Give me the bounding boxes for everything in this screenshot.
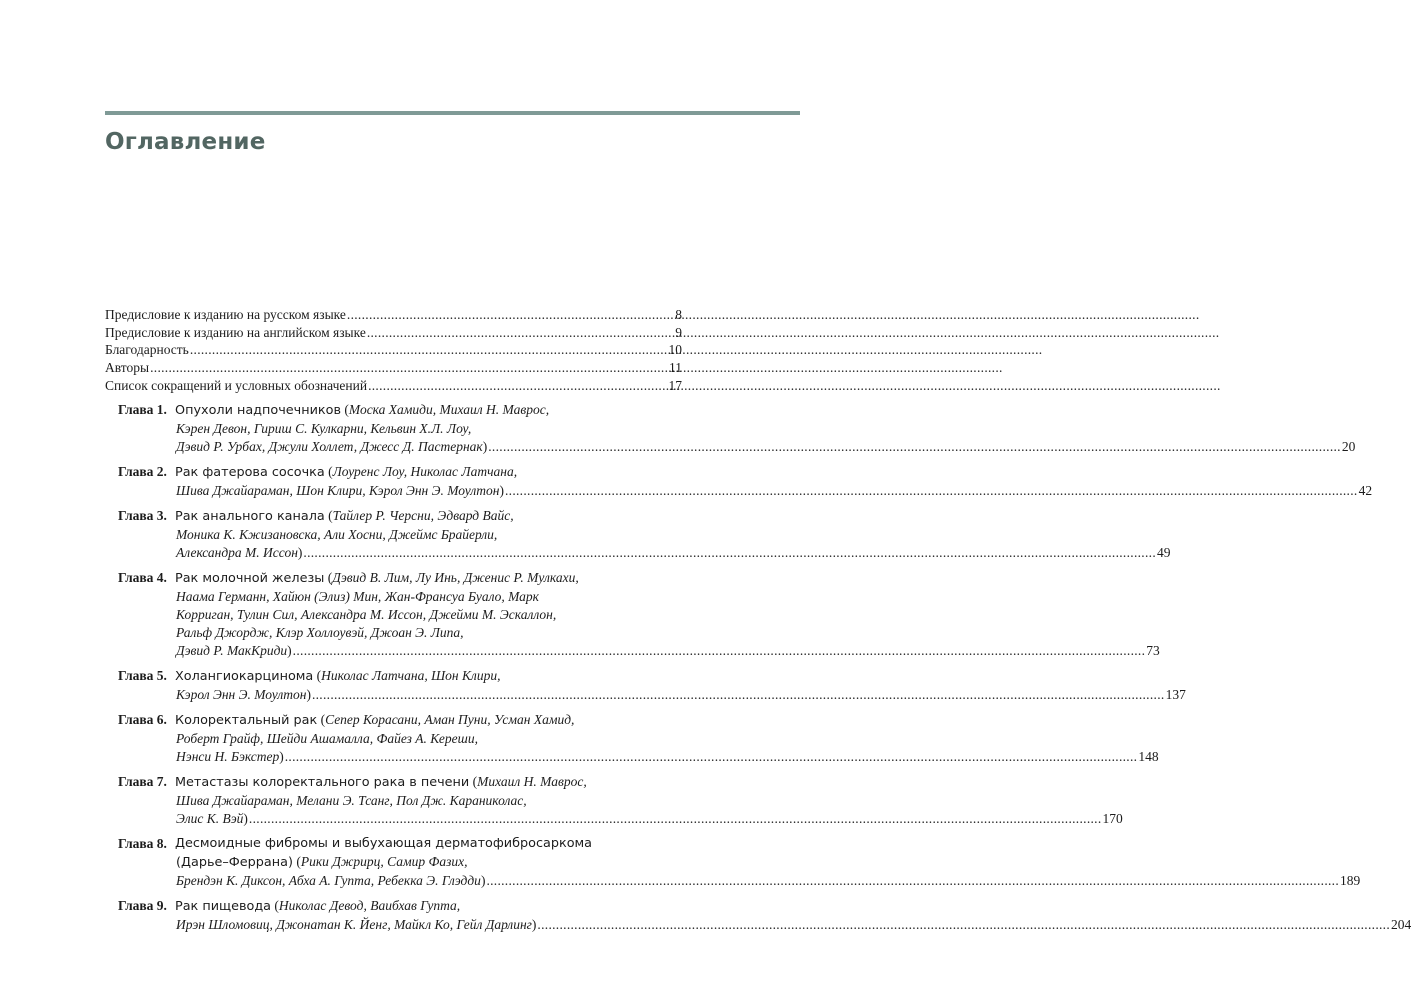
chapter-authors-line: Дэвид В. Лим, Лу Инь, Дженис Р. Мулкахи, <box>332 570 579 586</box>
entry-page-number: 10 <box>668 342 682 358</box>
table-of-contents <box>105 306 1411 934</box>
chapter-authors-line: Ральф Джордж, Клэр Холлоувэй, Джоан Э. Липа, <box>176 625 464 641</box>
chapter-page-number: 204 <box>1391 917 1411 933</box>
chapter-label: Глава 7. <box>118 774 167 790</box>
entry-title: Предисловие к изданию на русском языке <box>105 307 346 322</box>
entry-page-number: 8 <box>675 307 682 322</box>
chapter-authors-line: Элис К. Вэй <box>176 811 244 827</box>
page-title: Оглавление <box>105 129 266 155</box>
dot-leader <box>285 748 1138 766</box>
toc-chapter-4[interactable]: Глава 4. Рак молочной железы (Дэвид В. Лим, Лу Инь, Дженис Р. Мулкахи, Наама Германн, Хайюн (Элиз) Мин, Жан-Франсуа Буало, Марк Корриган, Тулин Сил, Александра М. Иссон, Джейми М. Эскаллон, Ральф Джордж, Клэр Холлоувэй, Джоан Э. Липа, Дэвид Р. МакКриди) ..... 73 <box>105 569 682 660</box>
toc-entry-acknowledgements[interactable] <box>105 341 682 359</box>
chapter-page-number: 49 <box>1157 545 1171 561</box>
chapter-authors-line: Шива Джайараман, Шон Клири, Кэрол Энн Э. Моултон <box>176 483 500 499</box>
entry-page-number: 17 <box>668 377 682 393</box>
dot-leader <box>347 306 674 324</box>
dot-leader <box>488 438 1341 456</box>
chapter-label: Глава 3. <box>118 508 167 524</box>
front-matter-list <box>105 306 682 394</box>
chapter-page-number: 189 <box>1340 873 1361 889</box>
chapter-title: Рак пищевода <box>175 899 272 915</box>
chapter-authors-line: Корриган, Тулин Сил, Александра М. Иссон, Джейми М. Эскаллон, <box>176 607 557 623</box>
dot-leader <box>505 482 1358 500</box>
chapter-authors-line: Николас Девод, Ваибхав Гупта, <box>278 898 461 914</box>
dot-leader <box>249 810 1102 828</box>
chapter-authors-line: Шива Джайараман, Мелани Э. Тсанг, Пол Дж. Караниколас, <box>176 793 527 809</box>
dot-leader <box>537 916 1390 934</box>
chapter-title: Колоректальный рак <box>175 713 318 729</box>
chapter-authors-line: Ирэн Шломовиц, Джонатан К. Йенг, Майкл Ко, Гейл Дарлинг <box>176 917 532 933</box>
chapter-label: Глава 1. <box>118 402 167 418</box>
chapter-authors-line: Наама Германн, Хайюн (Элиз) Мин, Жан-Франсуа Буало, Марк <box>176 589 539 605</box>
chapter-authors-line: Николас Латчана, Шон Клири, <box>321 668 501 684</box>
entry-title: Авторы <box>105 360 150 376</box>
chapter-authors-line: Дэвид Р. Урбах, Джули Холлет, Джесс Д. Пастернак <box>176 439 483 455</box>
chapter-authors-line: Брендэн К. Диксон, Абха А. Гупта, Ребекка Э. Глэдди <box>176 873 481 889</box>
entry-page-number: 9 <box>675 324 682 340</box>
dot-leader <box>303 544 1156 562</box>
chapter-page-number: 73 <box>1146 643 1160 659</box>
toc-entry-preface-en[interactable] <box>105 324 682 342</box>
header-rule <box>105 111 800 115</box>
chapter-page-number: 137 <box>1165 687 1186 703</box>
dot-leader <box>368 377 667 395</box>
toc-chapter-8[interactable]: Глава 8. Десмоидные фибромы и выбухающая дерматофибросаркома (Дарье–Феррана) (Рики Джрирц, Самир Фазих, Брендэн К. Диксон, Абха А. Гупта, Ребекка Э. Глэдди) ..... 189 <box>105 835 682 890</box>
chapter-title: Рак анального канала <box>175 509 325 525</box>
chapter-authors-line: Тайлер Р. Черсни, Эдвард Вайс, <box>332 508 514 524</box>
chapter-label: Глава 6. <box>118 712 167 728</box>
chapter-authors-line: Михаил Н. Маврос, <box>477 774 587 790</box>
chapter-page-number: 20 <box>1341 439 1356 455</box>
chapter-authors-line: Моника К. Кжизановска, Али Хосни, Джеймс Брайерли, <box>176 527 498 543</box>
chapter-authors-line: Рики Джрирц, Самир Фазих, <box>300 854 468 870</box>
dot-leader <box>293 642 1146 660</box>
toc-entry-abbreviations[interactable] <box>105 377 682 395</box>
dot-leader <box>486 872 1339 890</box>
chapter-label: Глава 5. <box>118 668 167 684</box>
toc-entry-authors[interactable] <box>105 359 682 377</box>
chapter-authors-line: Моска Хамиди, Михаил Н. Маврос, <box>348 402 550 418</box>
dot-leader <box>150 359 668 377</box>
toc-chapter-2[interactable]: Глава 2. Рак фатерова сосочка (Лоуренс Лоу, Николас Латчана, Шива Джайараман, Шон Клири, Кэрол Энн Э. Моултон) ..... 42 <box>105 463 682 500</box>
chapter-title: Метастазы колоректального рака в печени <box>175 775 470 791</box>
chapter-authors-line: Нэнси Н. Бэкстер <box>176 749 280 765</box>
chapter-authors-line: Дэвид Р. МакКриди <box>176 643 288 659</box>
chapter-page-number: 148 <box>1138 749 1159 765</box>
chapter-label: Глава 8. <box>118 836 167 852</box>
toc-chapter-9[interactable]: Глава 9. Рак пищевода (Николас Девод, Ваибхав Гупта, Ирэн Шломовиц, Джонатан К. Йенг, Майкл Ко, Гейл Дарлинг) ..... 204 <box>105 897 682 934</box>
chapter-title: Рак молочной железы <box>175 571 325 587</box>
chapter-subtitle: (Дарье–Феррана) <box>176 855 293 871</box>
chapter-authors-line: Кэрол Энн Э. Моултон <box>176 687 307 703</box>
chapter-authors-line: Кэрен Девон, Гириш С. Кулкарни, Кельвин Х.Л. Лоу, <box>176 421 472 437</box>
entry-title: Предисловие к изданию на английском языке <box>105 324 366 340</box>
toc-chapter-3[interactable]: Глава 3. Рак анального канала (Тайлер Р. Черсни, Эдвард Вайс, Моника К. Кжизановска, Али Хосни, Джеймс Брайерли, Александра М. Иссон) ..... 49 <box>105 507 682 562</box>
toc-chapter-1[interactable]: Глава 1. Опухоли надпочечников (Моска Хамиди, Михаил Н. Маврос, Кэрен Девон, Гириш С. Кулкарни, Кельвин Х.Л. Лоу, Дэвид Р. Урбах, Джули Холлет, Джесс Д. Пастернак) ..... 20 <box>105 401 682 456</box>
entry-title: Список сокращений и условных обозначений <box>105 377 368 393</box>
entry-title: Благодарность <box>105 342 189 358</box>
chapter-authors-line: Лоуренс Лоу, Николас Латчана, <box>332 464 518 480</box>
chapter-list <box>105 401 1411 934</box>
chapter-title: Десмоидные фибромы и выбухающая дерматофибросаркома <box>175 836 593 852</box>
toc-entry-preface-ru[interactable] <box>105 306 682 324</box>
dot-leader <box>367 324 674 342</box>
chapter-authors-line: Роберт Грайф, Шейди Ашамалла, Файез А. Кереши, <box>176 731 478 747</box>
chapter-label: Глава 4. <box>118 570 167 586</box>
chapter-page-number: 42 <box>1358 483 1373 499</box>
chapter-page-number: 170 <box>1102 811 1123 827</box>
chapter-authors-line: Александра М. Иссон <box>176 545 298 561</box>
toc-chapter-7[interactable]: Глава 7. Метастазы колоректального рака в печени (Михаил Н. Маврос, Шива Джайараман, Мелани Э. Тсанг, Пол Дж. Караниколас, Элис К. Вэй) ..... 170 <box>105 773 682 828</box>
chapter-label: Глава 2. <box>118 464 167 480</box>
chapter-title: Холангиокарцинома <box>175 669 314 685</box>
chapter-label: Глава 9. <box>118 898 167 914</box>
toc-chapter-5[interactable]: Глава 5. Холангиокарцинома (Николас Латчана, Шон Клири, Кэрол Энн Э. Моултон) ..... 137 <box>105 667 682 704</box>
dot-leader <box>190 341 668 359</box>
toc-chapter-6[interactable]: Глава 6. Колоректальный рак (Сепер Корасани, Аман Пуни, Усман Хамид, Роберт Грайф, Шейди Ашамалла, Файез А. Кереши, Нэнси Н. Бэкстер) ..... 148 <box>105 711 682 766</box>
entry-page-number: 11 <box>669 360 682 376</box>
chapter-title: Рак фатерова сосочка <box>175 465 325 481</box>
chapter-authors-line: Сепер Корасани, Аман Пуни, Усман Хамид, <box>325 712 575 728</box>
dot-leader <box>312 686 1165 704</box>
chapter-title: Опухоли надпочечников <box>175 403 342 419</box>
